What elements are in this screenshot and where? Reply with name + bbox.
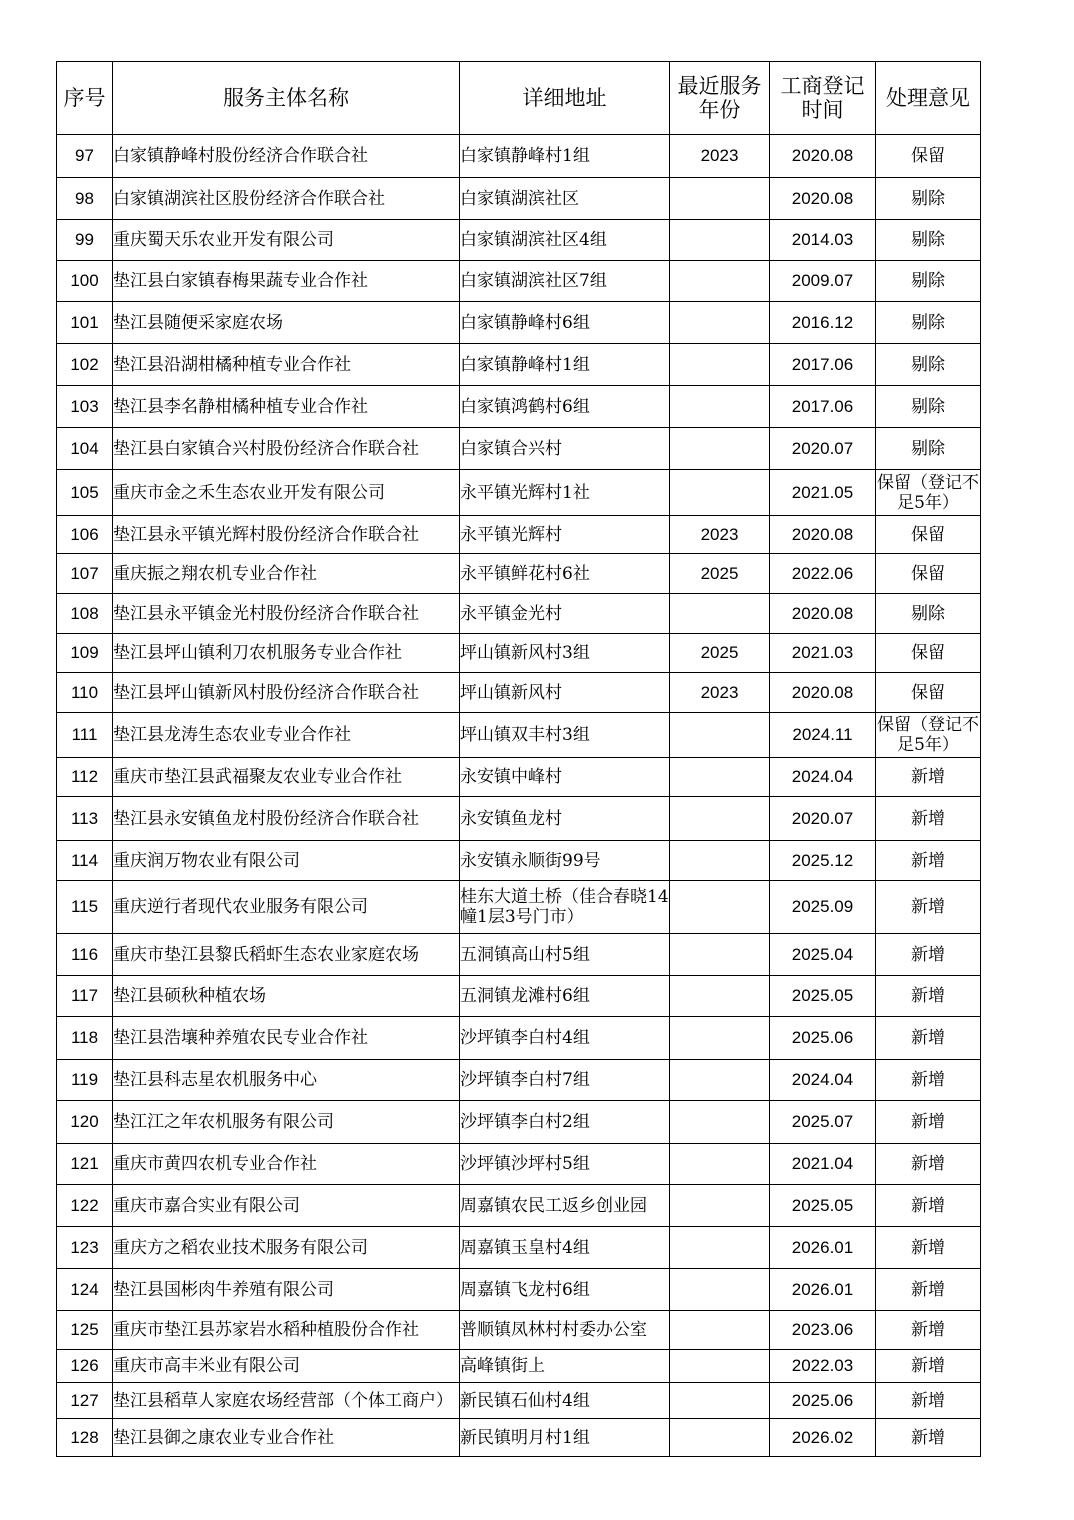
cell-no: 107 [57,554,113,594]
table-row [57,934,981,976]
cell-opinion: 新增 [876,797,981,841]
cell-no: 97 [57,135,113,178]
cell-no: 110 [57,673,113,713]
cell-name: 白家镇静峰村股份经济合作联合社 [113,135,460,178]
cell-no: 106 [57,516,113,554]
cell-name: 重庆市垫江县武福聚友农业专业合作社 [113,758,460,797]
cell-opinion: 新增 [876,841,981,881]
cell-no: 99 [57,220,113,261]
cell-address: 坪山镇新风村 [460,673,670,713]
cell-opinion: 剔除 [876,344,981,386]
cell-service-year [670,261,770,302]
cell-no: 114 [57,841,113,881]
table-row [57,976,981,1017]
cell-address: 沙坪镇沙坪村5组 [460,1144,670,1185]
cell-opinion: 新增 [876,934,981,976]
cell-reg-date: 2020.08 [770,178,876,220]
cell-opinion: 新增 [876,1227,981,1269]
cell-name: 白家镇湖滨社区股份经济合作联合社 [113,178,460,220]
cell-no: 104 [57,428,113,470]
table-row [57,713,981,758]
cell-reg-date: 2020.08 [770,594,876,634]
cell-opinion: 新增 [876,881,981,934]
cell-no: 98 [57,178,113,220]
cell-no: 115 [57,881,113,934]
cell-opinion: 新增 [876,1017,981,1060]
cell-address: 白家镇静峰村1组 [460,344,670,386]
table-row [57,516,981,554]
cell-service-year [670,1144,770,1185]
cell-name: 重庆市嘉合实业有限公司 [113,1185,460,1227]
table-row [57,797,981,841]
cell-name: 垫江县国彬肉牛养殖有限公司 [113,1269,460,1311]
cell-address: 白家镇湖滨社区7组 [460,261,670,302]
header-address: 详细地址 [460,62,670,135]
cell-reg-date: 2026.01 [770,1227,876,1269]
cell-address: 新民镇明月村1组 [460,1419,670,1457]
cell-opinion: 新增 [876,976,981,1017]
cell-address: 沙坪镇李白村2组 [460,1101,670,1144]
table-row [57,673,981,713]
table-row [57,841,981,881]
cell-no: 100 [57,261,113,302]
cell-address: 五洞镇高山村5组 [460,934,670,976]
cell-service-year [670,302,770,344]
cell-reg-date: 2020.07 [770,428,876,470]
cell-service-year: 2023 [670,516,770,554]
cell-service-year [670,428,770,470]
table-row [57,881,981,934]
cell-name: 重庆市高丰米业有限公司 [113,1350,460,1383]
cell-no: 123 [57,1227,113,1269]
cell-address: 高峰镇街上 [460,1350,670,1383]
cell-address: 新民镇石仙村4组 [460,1383,670,1419]
table-row [57,386,981,428]
cell-name: 重庆市金之禾生态农业开发有限公司 [113,470,460,516]
table-row [57,1227,981,1269]
cell-name: 垫江县坪山镇利刀农机服务专业合作社 [113,634,460,673]
cell-reg-date: 2026.02 [770,1419,876,1457]
cell-address: 沙坪镇李白村4组 [460,1017,670,1060]
cell-service-year [670,1419,770,1457]
cell-reg-date: 2014.03 [770,220,876,261]
cell-opinion: 新增 [876,1269,981,1311]
cell-opinion: 新增 [876,1144,981,1185]
cell-service-year [670,178,770,220]
cell-address: 桂东大道土桥（佳合春晓14幢1层3号门市） [460,881,670,934]
cell-reg-date: 2025.12 [770,841,876,881]
table-row [57,594,981,634]
cell-service-year: 2023 [670,135,770,178]
cell-no: 105 [57,470,113,516]
cell-reg-date: 2017.06 [770,386,876,428]
table-row [57,1185,981,1227]
cell-address: 周嘉镇农民工返乡创业园 [460,1185,670,1227]
cell-name: 垫江县永平镇光辉村股份经济合作联合社 [113,516,460,554]
cell-reg-date: 2022.03 [770,1350,876,1383]
cell-no: 124 [57,1269,113,1311]
cell-opinion: 保留 [876,516,981,554]
cell-opinion: 新增 [876,758,981,797]
cell-no: 112 [57,758,113,797]
cell-address: 永平镇光辉村1社 [460,470,670,516]
cell-reg-date: 2020.07 [770,797,876,841]
table-row [57,1269,981,1311]
cell-name: 重庆蜀天乐农业开发有限公司 [113,220,460,261]
cell-service-year [670,841,770,881]
cell-service-year [670,344,770,386]
cell-service-year [670,1269,770,1311]
cell-no: 127 [57,1383,113,1419]
cell-address: 永平镇鲜花村6社 [460,554,670,594]
cell-address: 永安镇鱼龙村 [460,797,670,841]
table-row [57,1060,981,1101]
cell-reg-date: 2025.06 [770,1017,876,1060]
cell-reg-date: 2024.11 [770,713,876,758]
cell-service-year [670,1350,770,1383]
cell-reg-date: 2020.08 [770,135,876,178]
cell-reg-date: 2016.12 [770,302,876,344]
cell-opinion: 新增 [876,1311,981,1350]
cell-address: 永平镇金光村 [460,594,670,634]
cell-reg-date: 2026.01 [770,1269,876,1311]
cell-reg-date: 2023.06 [770,1311,876,1350]
cell-address: 五洞镇龙滩村6组 [460,976,670,1017]
cell-no: 116 [57,934,113,976]
cell-name: 重庆润万物农业有限公司 [113,841,460,881]
cell-service-year [670,1383,770,1419]
cell-reg-date: 2025.05 [770,976,876,1017]
cell-no: 101 [57,302,113,344]
table-row [57,178,981,220]
cell-opinion: 剔除 [876,386,981,428]
entity-register-table [56,61,981,1457]
table-row [57,1350,981,1383]
cell-no: 103 [57,386,113,428]
cell-name: 重庆逆行者现代农业服务有限公司 [113,881,460,934]
table-row [57,220,981,261]
cell-service-year [670,976,770,1017]
header-service-year: 最近服务年份 [670,62,770,135]
cell-name: 重庆市垫江县黎氏稻虾生态农业家庭农场 [113,934,460,976]
cell-reg-date: 2024.04 [770,758,876,797]
table-header-row [57,62,981,135]
cell-service-year [670,470,770,516]
cell-no: 128 [57,1419,113,1457]
cell-address: 周嘉镇飞龙村6组 [460,1269,670,1311]
cell-reg-date: 2025.07 [770,1101,876,1144]
cell-reg-date: 2025.06 [770,1383,876,1419]
cell-opinion: 保留（登记不足5年） [876,713,981,758]
cell-service-year [670,713,770,758]
cell-name: 垫江江之年农机服务有限公司 [113,1101,460,1144]
cell-name: 垫江县龙涛生态农业专业合作社 [113,713,460,758]
cell-opinion: 新增 [876,1350,981,1383]
cell-name: 垫江县随便采家庭农场 [113,302,460,344]
cell-reg-date: 2024.04 [770,1060,876,1101]
cell-no: 126 [57,1350,113,1383]
table-row [57,470,981,516]
cell-reg-date: 2022.06 [770,554,876,594]
cell-name: 垫江县永安镇鱼龙村股份经济合作联合社 [113,797,460,841]
table-row [57,1144,981,1185]
cell-service-year: 2025 [670,554,770,594]
cell-address: 坪山镇双丰村3组 [460,713,670,758]
cell-service-year: 2023 [670,673,770,713]
table-row [57,1101,981,1144]
cell-address: 沙坪镇李白村7组 [460,1060,670,1101]
cell-name: 垫江县浩壤种养殖农民专业合作社 [113,1017,460,1060]
cell-name: 重庆市垫江县苏家岩水稻种植股份合作社 [113,1311,460,1350]
header-no: 序号 [57,62,113,135]
cell-name: 垫江县白家镇春梅果蔬专业合作社 [113,261,460,302]
header-opinion: 处理意见 [876,62,981,135]
cell-opinion: 剔除 [876,220,981,261]
table-row [57,344,981,386]
cell-opinion: 新增 [876,1101,981,1144]
cell-reg-date: 2025.04 [770,934,876,976]
table-row [57,135,981,178]
cell-address: 白家镇鸿鹤村6组 [460,386,670,428]
cell-opinion: 保留 [876,673,981,713]
cell-name: 垫江县稻草人家庭农场经营部（个体工商户） [113,1383,460,1419]
cell-service-year: 2025 [670,634,770,673]
table-row [57,634,981,673]
cell-name: 重庆振之翔农机专业合作社 [113,554,460,594]
cell-no: 120 [57,1101,113,1144]
cell-name: 重庆方之稻农业技术服务有限公司 [113,1227,460,1269]
table-row [57,1017,981,1060]
cell-name: 垫江县沿湖柑橘种植专业合作社 [113,344,460,386]
cell-opinion: 保留 [876,135,981,178]
cell-reg-date: 2020.08 [770,516,876,554]
cell-reg-date: 2009.07 [770,261,876,302]
table-row [57,1419,981,1457]
cell-opinion: 剔除 [876,302,981,344]
cell-no: 125 [57,1311,113,1350]
table-row [57,758,981,797]
cell-name: 垫江县坪山镇新风村股份经济合作联合社 [113,673,460,713]
cell-name: 垫江县硕秋种植农场 [113,976,460,1017]
cell-address: 坪山镇新风村3组 [460,634,670,673]
cell-opinion: 保留（登记不足5年） [876,470,981,516]
cell-no: 109 [57,634,113,673]
cell-address: 普顺镇凤林村村委办公室 [460,1311,670,1350]
table-row [57,1311,981,1350]
cell-opinion: 新增 [876,1185,981,1227]
cell-opinion: 剔除 [876,178,981,220]
cell-reg-date: 2020.08 [770,673,876,713]
cell-name: 重庆市黄四农机专业合作社 [113,1144,460,1185]
cell-service-year [670,1060,770,1101]
cell-opinion: 剔除 [876,428,981,470]
cell-no: 102 [57,344,113,386]
cell-no: 119 [57,1060,113,1101]
table-body [57,135,981,1457]
cell-service-year [670,1311,770,1350]
cell-opinion: 新增 [876,1060,981,1101]
cell-service-year [670,386,770,428]
cell-no: 111 [57,713,113,758]
table-row [57,428,981,470]
cell-address: 白家镇合兴村 [460,428,670,470]
cell-name: 垫江县科志星农机服务中心 [113,1060,460,1101]
cell-opinion: 剔除 [876,261,981,302]
cell-reg-date: 2017.06 [770,344,876,386]
cell-opinion: 剔除 [876,594,981,634]
cell-service-year [670,934,770,976]
cell-service-year [670,758,770,797]
cell-opinion: 新增 [876,1419,981,1457]
cell-service-year [670,220,770,261]
cell-opinion: 新增 [876,1383,981,1419]
cell-reg-date: 2025.09 [770,881,876,934]
cell-no: 118 [57,1017,113,1060]
cell-service-year [670,1017,770,1060]
cell-address: 周嘉镇玉皇村4组 [460,1227,670,1269]
cell-address: 白家镇湖滨社区 [460,178,670,220]
cell-reg-date: 2021.03 [770,634,876,673]
table-row [57,554,981,594]
cell-reg-date: 2021.04 [770,1144,876,1185]
cell-service-year [670,1185,770,1227]
table-row [57,1383,981,1419]
cell-no: 122 [57,1185,113,1227]
cell-service-year [670,1227,770,1269]
cell-service-year [670,1101,770,1144]
cell-no: 117 [57,976,113,1017]
cell-no: 113 [57,797,113,841]
cell-service-year [670,594,770,634]
cell-address: 永平镇光辉村 [460,516,670,554]
table-row [57,261,981,302]
cell-no: 121 [57,1144,113,1185]
cell-reg-date: 2021.05 [770,470,876,516]
header-name: 服务主体名称 [113,62,460,135]
cell-service-year [670,797,770,841]
cell-opinion: 保留 [876,554,981,594]
cell-address: 白家镇静峰村6组 [460,302,670,344]
cell-address: 永安镇中峰村 [460,758,670,797]
cell-opinion: 保留 [876,634,981,673]
cell-reg-date: 2025.05 [770,1185,876,1227]
cell-address: 白家镇静峰村1组 [460,135,670,178]
cell-service-year [670,881,770,934]
cell-no: 108 [57,594,113,634]
header-reg-date: 工商登记时间 [770,62,876,135]
cell-address: 永安镇永顺街99号 [460,841,670,881]
cell-address: 白家镇湖滨社区4组 [460,220,670,261]
table-row [57,302,981,344]
cell-name: 垫江县白家镇合兴村股份经济合作联合社 [113,428,460,470]
cell-name: 垫江县永平镇金光村股份经济合作联合社 [113,594,460,634]
cell-name: 垫江县李名静柑橘种植专业合作社 [113,386,460,428]
cell-name: 垫江县御之康农业专业合作社 [113,1419,460,1457]
